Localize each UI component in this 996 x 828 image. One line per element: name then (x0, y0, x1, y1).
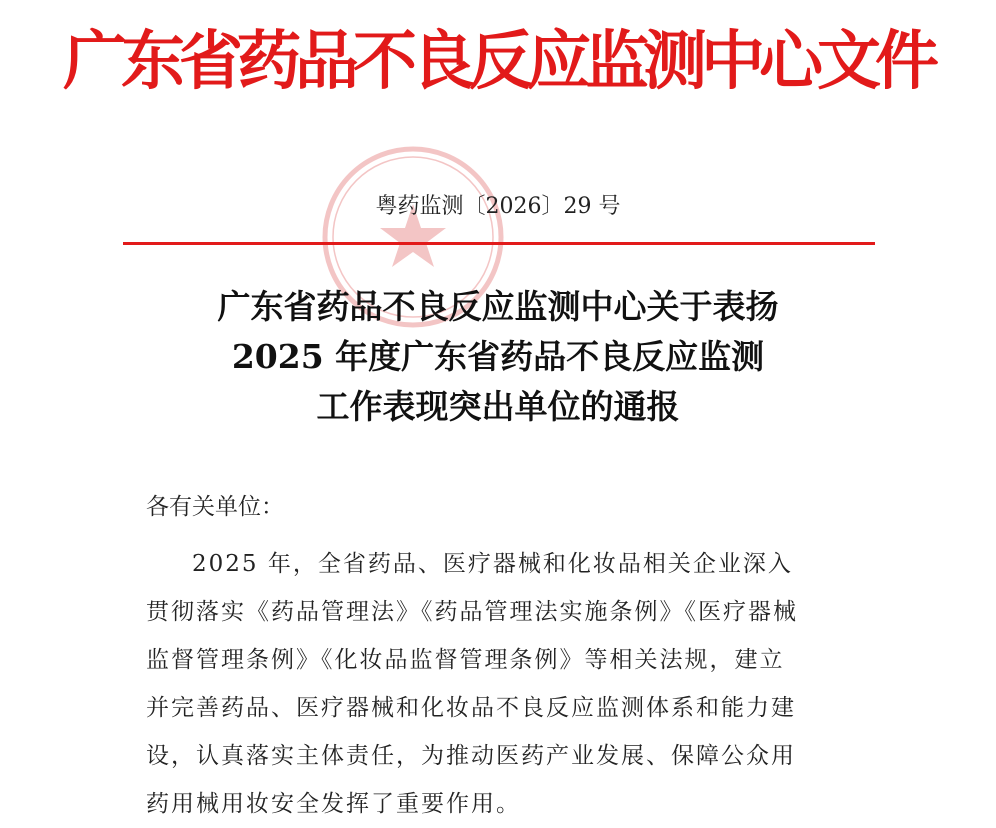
paragraph-line: 并完善药品、医疗器械和化妆品不良反应监测体系和能力建 (146, 695, 796, 721)
paragraph-line: 监督管理条例》《化妆品监督管理条例》等相关法规，建立 (146, 647, 785, 673)
paragraph-line: 2025 年，全省药品、医疗器械和化妆品相关企业深入 (192, 551, 793, 577)
notice-title (0, 282, 996, 432)
document-body (146, 484, 866, 828)
paragraph-line: 贯彻落实《药品管理法》《药品管理法实施条例》《医疗器械 (146, 599, 798, 625)
paragraph-line: 药用械用妆安全发挥了重要作用。 (146, 791, 521, 817)
org-title-header: 广东省药品不良反应监测中心文件 (63, 24, 933, 99)
body-paragraph (146, 540, 866, 828)
title-line: 2025 年度广东省药品不良反应监测 (231, 337, 765, 376)
salutation: 各有关单位： (146, 494, 284, 520)
red-divider-line (123, 242, 875, 245)
document-number: 粤药监测〔2026〕29 号 (375, 194, 621, 219)
title-line: 广东省药品不良反应监测中心关于表扬 (217, 287, 779, 326)
title-line: 工作表现突出单位的通报 (316, 387, 680, 426)
paragraph-line: 设，认真落实主体责任，为推动医药产业发展、保障公众用 (146, 743, 796, 769)
